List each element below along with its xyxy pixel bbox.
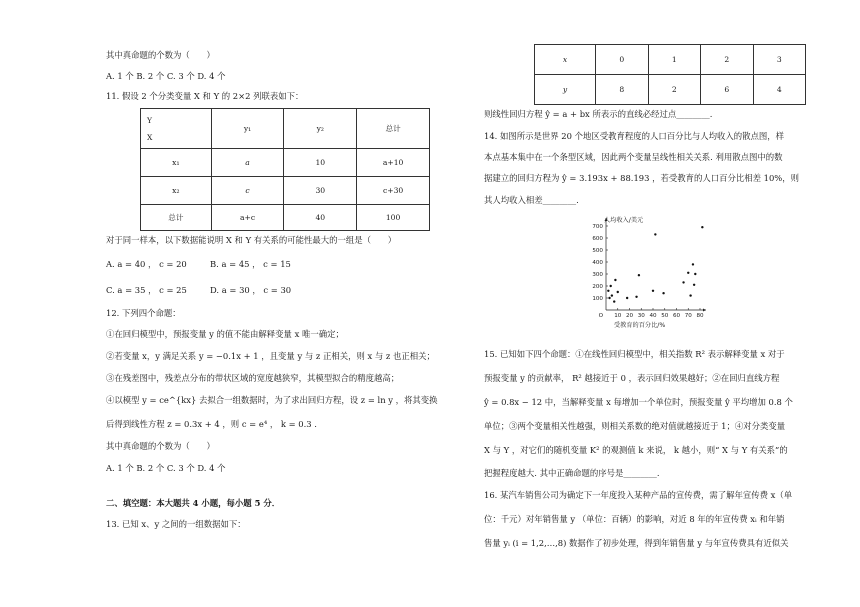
table-cell: 4 <box>753 75 806 105</box>
data-point <box>610 285 612 287</box>
question-stem: 其中真命题的个数为（ ） <box>106 50 215 60</box>
data-point <box>654 233 656 235</box>
question-15-line: 15. 已知如下四个命题：①在线性回归模型中，相关指数 R² 表示解释变量 x 对于 <box>484 349 785 359</box>
table-header: y₂ <box>284 109 357 149</box>
data-point <box>614 279 616 281</box>
table-row <box>141 177 430 205</box>
question-16-line: 售量 yᵢ (i = 1,2,…,8) 数据作了初步处理，得到年销售量 y 与年宣传费具有近似关 <box>484 538 789 548</box>
data-point <box>701 226 703 228</box>
data-point <box>635 296 637 298</box>
table-cell: 30 <box>284 177 357 205</box>
x-axis-label: 受教育的百分比/% <box>614 322 666 329</box>
question-15-line: X 与 Y ，对它们的随机变量 K² 的观测值 k 来说， k 越小，则“ X 与 Y 有关系”的 <box>484 445 788 455</box>
y-tick-label: 300 <box>592 272 603 278</box>
question-15-line: ŷ = 0.8x − 12 中，当解释变量 x 每增加一个单位时，预报变量 ŷ 平均增加 0.8 个 <box>484 397 793 407</box>
corner-y-label: Y <box>147 115 153 125</box>
data-point <box>607 290 609 292</box>
contingency-table <box>140 108 430 231</box>
table-cell: x₂ <box>141 177 212 205</box>
question-11-prompt: 对于同一样本，以下数据能说明 X 和 Y 有关系的可能性最大的一组是（ ） <box>106 235 397 245</box>
data-point <box>689 294 691 296</box>
data-point <box>617 291 619 293</box>
data-point <box>613 300 615 302</box>
table-cell: 总计 <box>141 205 212 231</box>
data-point <box>694 273 696 275</box>
y-tick-label: 400 <box>592 260 603 266</box>
y-tick-label: 100 <box>592 296 603 302</box>
data-point <box>638 274 640 276</box>
y-tick-label: 700 <box>592 224 603 230</box>
table-cell: 100 <box>357 205 430 231</box>
answer-options: A. 1 个 B. 2 个 C. 3 个 D. 4 个 <box>106 71 226 81</box>
data-point <box>626 297 628 299</box>
option-a: A. a = 40 ， c = 20 <box>106 259 187 269</box>
data-point <box>608 297 610 299</box>
data-point <box>682 281 684 283</box>
question-15-line: 单位；③两个变量相关性越强，则相关系数的绝对值就越接近于 1；④对分类变量 <box>484 421 786 431</box>
x-tick-label: 10 <box>614 313 622 319</box>
data-point <box>693 284 695 286</box>
question-14-line: 据建立的回归方程为 ŷ = 3.193x + 88.193 ，若受教育的人口百分比相差 10%，则 <box>484 173 800 183</box>
table-cell: 3 <box>753 45 806 75</box>
question-stem: 其中真命题的个数为（ ） <box>106 441 215 451</box>
section-heading: 二、填空题：本大题共 4 小题，每小题 5 分． <box>106 498 281 508</box>
table-cell: c+30 <box>357 177 430 205</box>
table-row <box>535 45 806 75</box>
data-point <box>611 294 613 296</box>
proposition-2: ②若变量 x，y 满足关系 y = −0.1x + 1 ，且变量 y 与 z 正相关，则 x 与 z 也正相关； <box>106 351 435 361</box>
data-point <box>692 263 694 265</box>
table-corner-cell <box>141 109 212 149</box>
question-16-line: 16. 某汽车销售公司为确定下一年度投入某种产品的宣传费，需了解年宣传费 x（单 <box>484 490 793 500</box>
table-cell: 0 <box>596 45 649 75</box>
option-d: D. a = 30 ， c = 30 <box>210 285 292 295</box>
table-cell: 10 <box>284 149 357 177</box>
y-axis-label: 人均收入/美元 <box>604 217 644 224</box>
question-14-line: 14. 如图所示是世界 20 个地区受教育程度的人口百分比与人均收入的散点图，样 <box>484 131 784 141</box>
question-12: 12. 下列四个命题： <box>106 308 181 318</box>
x-tick-label: 80 <box>696 313 704 319</box>
table-cell: a+10 <box>357 149 430 177</box>
table-cell: x₁ <box>141 149 212 177</box>
option-c: C. a = 35 ， c = 25 <box>106 285 187 295</box>
x-tick-label: 20 <box>625 313 634 319</box>
question-14-line: 其人均收入相差________. <box>484 195 579 205</box>
option-b: B. a = 45 ， c = 15 <box>210 259 291 269</box>
proposition-4-cont: 后得到线性方程 z = 0.3x + 4 ，则 c = e⁴ ， k = 0.3 . <box>106 419 317 429</box>
scatter-plot <box>580 212 710 334</box>
table-header: y₁ <box>211 109 284 149</box>
data-point <box>662 292 664 294</box>
proposition-4: ④以模型 y = ce^{kx} 去拟合一组数据时，为了求出回归方程，设 z = ln y ，将其变换 <box>106 395 438 405</box>
data-point <box>652 290 654 292</box>
origin-label: O <box>598 313 603 319</box>
x-tick-label: 30 <box>637 313 645 319</box>
answer-options: A. 1 个 B. 2 个 C. 3 个 D. 4 个 <box>106 463 226 473</box>
x-tick-label: 70 <box>684 313 692 319</box>
table-cell: 8 <box>596 75 649 105</box>
table-header: 总计 <box>357 109 430 149</box>
question-15-line: 预报变量 y 的贡献率， R² 越接近于 0 ，表示回归效果越好；②在回归直线方程 <box>484 373 780 383</box>
question-14-line: 本点基本集中在一个条型区域，因此两个变量呈线性相关关系. 利用散点图中的数 <box>484 152 783 162</box>
x-tick-label: 60 <box>672 313 681 319</box>
table-cell: 40 <box>284 205 357 231</box>
table-cell: x <box>535 45 596 75</box>
question-13: 13. 已知 x、y 之间的一组数据如下： <box>106 519 246 529</box>
table-cell: 2 <box>701 45 754 75</box>
table-cell: a+c <box>211 205 284 231</box>
x-tick-label: 40 <box>649 313 657 319</box>
data-point <box>687 272 689 274</box>
table-row <box>535 75 806 105</box>
question-11: 11. 假设 2 个分类变量 X 和 Y 的 2×2 列联表如下： <box>106 91 304 101</box>
y-tick-label: 500 <box>592 248 603 254</box>
table-row <box>141 149 430 177</box>
table-row <box>141 205 430 231</box>
table-cell: a <box>211 149 284 177</box>
question-15-line: 把握程度越大. 其中正确命题的序号是________. <box>484 468 660 478</box>
question-16-line: 位：千元）对年销售量 y （单位：百辆）的影响，对近 8 年的年宣传费 xᵢ 和年销 <box>484 514 785 524</box>
table-cell: y <box>535 75 596 105</box>
x-axis-arrow <box>703 309 706 312</box>
table-cell: 6 <box>701 75 754 105</box>
table-cell: 2 <box>648 75 701 105</box>
xy-data-table <box>534 44 806 105</box>
table-cell: c <box>211 177 284 205</box>
question-13-prompt: 则线性回归方程 ŷ = a + bx 所表示的直线必经过点________. <box>484 109 713 119</box>
y-tick-label: 200 <box>592 284 603 290</box>
proposition-1: ①在回归模型中，预报变量 y 的值不能由解释变量 x 唯一确定； <box>106 329 344 339</box>
y-tick-label: 600 <box>592 236 603 242</box>
table-cell: 1 <box>648 45 701 75</box>
x-tick-label: 50 <box>661 313 669 319</box>
corner-x-label: X <box>147 132 153 142</box>
proposition-3: ③在残差图中，残差点分布的带状区域的宽度越狭窄，其模型拟合的精度越高； <box>106 373 400 383</box>
